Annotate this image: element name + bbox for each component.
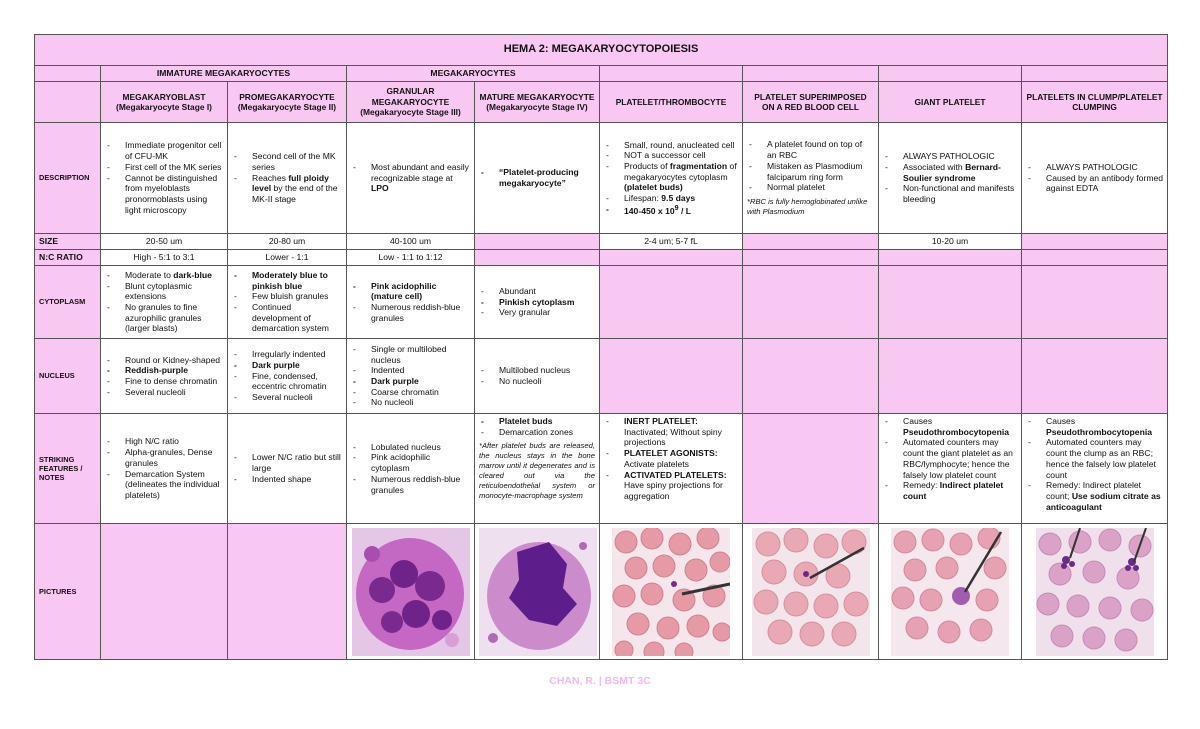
size-granular: 40-100 um: [347, 234, 475, 250]
nucleus-promegakaryocyte: - Irregularly indented - Dark purple - Fine, condensed, eccentric chromatin - Several nucleoli: [228, 339, 347, 414]
col-header-mature: MATURE MEGAKARYOCYTE (Megakaryocyte Stage IV): [475, 82, 600, 123]
granular-megakaryocyte-image: [352, 528, 470, 656]
nc-granular: Low - 1:1 to 1:12: [347, 250, 475, 266]
description-megakaryoblast: - Immediate progenitor cell of CFU-MK - First cell of the MK series - Cannot be distinguished from myeloblasts pronormoblasts using light microscopy: [101, 123, 228, 234]
superimposed-platelet-image: [752, 528, 870, 656]
size-megakaryoblast: 20-50 um: [101, 234, 228, 250]
description-clumping: - ALWAYS PATHOLOGIC - Caused by an antibody formed against EDTA: [1022, 123, 1168, 234]
striking-promegakaryocyte: - Lower N/C ratio but still large - Indented shape: [228, 414, 347, 524]
nc-promegakaryocyte: Lower - 1:1: [228, 250, 347, 266]
megakaryocytopoiesis-table: [34, 34, 1168, 660]
striking-clumping: - Causes Pseudothrombocytopenia - Automated counters may count the clump as an RBC; hence the falsely low platelet count - Remedy: Indirect platelet count; Use sodium citrate as anticoagulant: [1022, 414, 1168, 524]
picture-platelet: [600, 524, 743, 660]
striking-giant: - Causes Pseudothrombocytopenia - Automated counters may count the giant platelet as an RBC/lymphocyte; hence the falsely low platelet count - Remedy: Indirect platelet count: [879, 414, 1022, 524]
description-platelet: - Small, round, anucleated cell - NOT a successor cell - Products of fragmentation of megakaryocytes cytoplasm (platelet buds) - Lifespan: 9.5 days - 140-450 x $10^9$ / L: [600, 123, 743, 234]
striking-granular: - Lobulated nucleus - Pink acidophilic cytoplasm - Numerous reddish-blue granules: [347, 414, 475, 524]
row-label-nucleus: NUCLEUS: [35, 339, 101, 414]
platelet-smear-image: [612, 528, 730, 656]
row-label-size: SIZE: [35, 234, 101, 250]
mature-megakaryocyte-image: [479, 528, 597, 656]
col-header-clumping: PLATELETS IN CLUMP/PLATELET CLUMPING: [1022, 82, 1168, 123]
col-header-megakaryoblast: MEGAKARYOBLAST (Megakaryocyte Stage I): [101, 82, 228, 123]
col-header-promegakaryocyte: PROMEGAKARYOCYTE (Megakaryocyte Stage II): [228, 82, 347, 123]
nucleus-megakaryoblast: - Round or Kidney-shaped - Reddish-purple - Fine to dense chromatin - Several nucleoli: [101, 339, 228, 414]
picture-giant-platelet: [879, 524, 1022, 660]
picture-superimposed: [743, 524, 879, 660]
nc-megakaryoblast: High - 5:1 to 3:1: [101, 250, 228, 266]
row-label-nc: N:C RATIO: [35, 250, 101, 266]
description-promegakaryocyte: - Second cell of the MK series - Reaches full ploidy level by the end of the MK-II stage: [228, 123, 347, 234]
cytoplasm-promegakaryocyte: - Moderately blue to pinkish blue - Few bluish granules - Continued development of demarcation system: [228, 266, 347, 339]
nucleus-granular: - Single or multilobed nucleus - Indented - Dark purple - Coarse chromatin - No nucleoli: [347, 339, 475, 414]
size-platelet: 2-4 um; 5-7 fL: [600, 234, 743, 250]
col-header-giant: GIANT PLATELET: [879, 82, 1022, 123]
col-header-platelet: PLATELET/THROMBOCYTE: [600, 82, 743, 123]
picture-granular-megakaryocyte: [347, 524, 475, 660]
footer-author: CHAN, R. | BSMT 3C: [549, 675, 651, 687]
striking-platelet: - INERT PLATELET: Inactivated; Without spiny projections - PLATELET AGONISTS: Activate platelets - ACTIVATED PLATELETS: Have spiny projections for aggregation: [600, 414, 743, 524]
row-label-description: DESCRIPTION: [35, 123, 101, 234]
row-label-striking: STRIKING FEATURES / NOTES: [35, 414, 101, 524]
group-immature: IMMATURE MEGAKARYOCYTES: [101, 66, 347, 82]
cytoplasm-megakaryoblast: - Moderate to dark-blue - Blunt cytoplasmic extensions - No granules to fine azurophilic granules (larger blasts): [101, 266, 228, 339]
group-megakaryocytes: MEGAKARYOCYTES: [347, 66, 600, 82]
nucleus-mature: - Multilobed nucleus - No nucleoli: [475, 339, 600, 414]
size-giant: 10-20 um: [879, 234, 1022, 250]
row-label-pictures: PICTURES: [35, 524, 101, 660]
col-header-superimposed: PLATELET SUPERIMPOSED ON A RED BLOOD CELL: [743, 82, 879, 123]
picture-platelet-clumping: [1022, 524, 1168, 660]
description-granular: - Most abundant and easily recognizable stage at LPO: [347, 123, 475, 234]
col-header-granular: GRANULAR MEGAKARYOCYTE (Megakaryocyte Stage III): [347, 82, 475, 123]
description-superimposed: - A platelet found on top of an RBC - Mistaken as Plasmodium falciparum ring form - Normal platelet *RBC is fully hemoglobinated unlike with Plasmodium: [743, 123, 879, 234]
description-giant: - ALWAYS PATHOLOGIC - Associated with Bernard-Soulier syndrome - Non-functional and manifests bleeding: [879, 123, 1022, 234]
striking-mature: - Platelet buds - Demarcation zones *After platelet buds are released, the nucleus stays in the bone marrow until it degenerates and is cleared out via the reticuloendothelial system or monocyte-macrophage system: [475, 414, 600, 524]
picture-mature-megakaryocyte: [475, 524, 600, 660]
size-promegakaryocyte: 20-80 um: [228, 234, 347, 250]
striking-megakaryoblast: - High N/C ratio - Alpha-granules, Dense granules - Demarcation System (delineates the individual platelets): [101, 414, 228, 524]
description-mature: - “Platelet-producing megakaryocyte”: [475, 123, 600, 234]
page-title: HEMA 2: MEGAKARYOCYTOPOIESIS: [35, 35, 1168, 66]
row-label-cytoplasm: CYTOPLASM: [35, 266, 101, 339]
platelet-clump-image: [1036, 528, 1154, 656]
giant-platelet-image: [891, 528, 1009, 656]
cytoplasm-granular: - Pink acidophilic (mature cell) - Numerous reddish-blue granules: [347, 266, 475, 339]
cytoplasm-mature: - Abundant - Pinkish cytoplasm - Very granular: [475, 266, 600, 339]
